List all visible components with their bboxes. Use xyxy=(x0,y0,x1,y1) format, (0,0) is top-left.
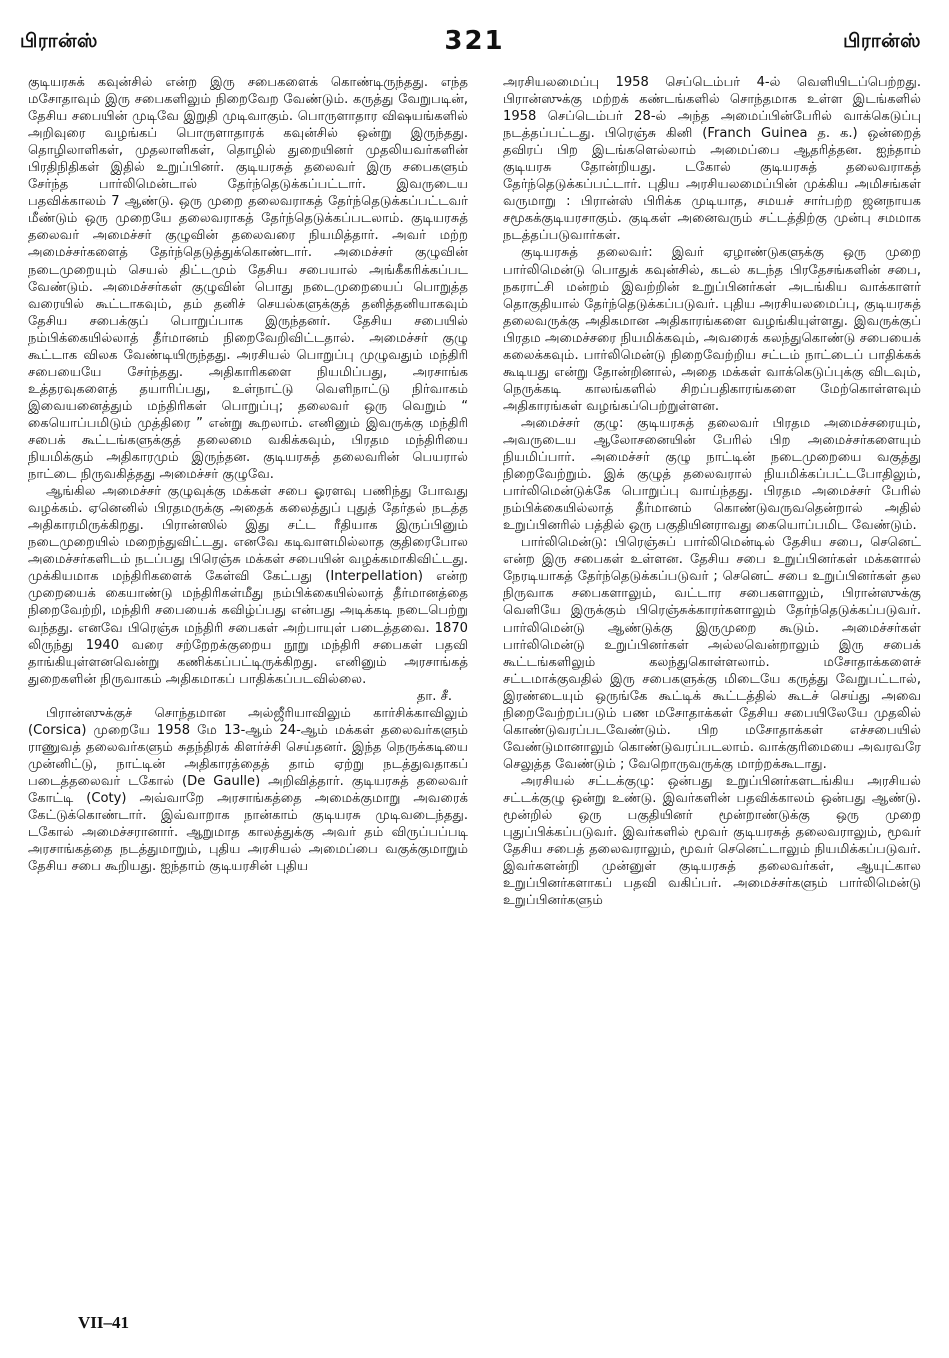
paragraph: குடியரசுக் கவுன்சில் என்ற இரு சபைகளைக் கொண்டிருந்தது. எந்த மசோதாவும் இரு சபைகளிலும் நிறைவேற வேண்டும். கருத்து வேறுபடின், தேசிய சபையின் முடிவே இறுதி முடிவாகும். பொருளாதார விஷயங்களில் அறிவுரை வழங்கப் பொருளாதாரக் கவுன்சில் ஒன்று இருந்தது. தொழிலாளிகள், முதலாளிகள், தொழில் துறையினர் முதலியவர்களின் பிரதிநிதிகள் இதில் உறுப்பினர். குடியரசுத் தலைவர் இரு சபைகளும் சேர்ந்த பார்லிமென்டால் தேர்ந்தெடுக்கப்பட்டார். இவருடைய பதவிக்காலம் 7 ஆண்டு. ஒரு முறை தலைவராகத் தேர்ந்தெடுக்கப்பட்டவர் மீண்டும் ஒரு முறையே தலைவராகத் தேர்ந்தெடுக்கப்படலாம். குடியரசுத் தலைவர் அமைச்சர் குழுவின் தலைவரை நியமித்தார். அவர் மற்ற அமைச்சர்களைத் தேர்ந்தெடுத்துக்கொண்டார். அமைச்சர் குழுவின் நடைமுறையும் செயல் திட்டமும் தேசிய சபையால் அங்கீகரிக்கப்பட வேண்டும். அமைச்சர்கள் குழுவின் பொது நடைமுறையைப் பொறுத்த வரையில் கூட்டாகவும், தம் தனிச் செயல்களுக்குத் தனித்தனியாகவும் தேசிய சபைக்குப் பொறுப்பாக இருந்தனர். தேசிய சபையில் நம்பிக்கையில்லாத் தீர்மானம் நிறைவேறிவிட்டதால். அமைச்சர் குழு கூட்டாக விலக வேண்டியிருந்தது. அரசியல் பொறுப்பு முழுவதும் மந்திரி சபையையே சேர்ந்தது. அதிகாரிகளை நியமிப்பது, அரசாங்க உத்தரவுகளைத் தயாரிப்பது, உள்நாட்டு வெளிநாட்டு நிர்வாகம் இவையனைத்தும் மந்திரிகள் பொறுப்பு; தலைவர் ஒரு வெறும் “ கையொப்பமிடும் முத்திரை ” என்று கூறலாம். எனினும் இவருக்கு மந்திரி சபைக் கூட்டங்களுக்குத் தலைமை வகிக்கவும், பிரதம மந்திரியை நியமிக்கும் அதிகாரமும் இருந்தன. குடியரசுத் தலைவரின் பெயரால் நாட்டை நிருவகித்தது அமைச்சர் குழுவே. xyxy=(28,75,468,483)
paragraph: ஆங்கில அமைச்சர் குழுவுக்கு மக்கள் சபை ஓரளவு பணிந்து போவது வழக்கம். ஏனெனில் பிரதமருக்கு அதைக் கலைத்துப் புதுத் தேர்தல் நடத்த அதிகாரமிருக்கிறது. பிரான்ஸில் இது சட்ட ரீதியாக இருப்பினும் நடைமுறையில் மறைந்துவிட்டது. எனவே கடிவாளமில்லாத குதிரைபோல அமைச்சர்களிடம் நடப்பது பிரெஞ்சு மக்கள் சபையின் வழக்கமாகிவிட்டது. முக்கியமாக மந்திரிகளைக் கேள்வி கேட்பது (Interpellation) என்ற முறையைக் கையாண்டு மந்திரிகள்மீது நம்பிக்கையில்லாத் தீர்மானத்தை நிறைவேற்றி, மந்திரி சபையைக் கவிழ்ப்பது என்பது அடிக்கடி நடைபெற்று வந்தது. எனவே பிரெஞ்சு மந்திரி சபைகள் அற்பாயுள் படைத்தவை. 1870 லிருந்து 1940 வரை சற்றேறக்குறைய நூறு மந்திரி சபைகள் பதவி தாங்கியுள்ளனவென்று கணிக்கப்பட்டிருக்கிறது. எனினும் அரசாங்கத் துறைகளின் நிருவாகம் அதிகமாகப் பாதிக்கப்படவில்லை. xyxy=(28,484,468,687)
author-signature: தா. சீ. xyxy=(416,688,452,704)
left-column xyxy=(28,74,468,875)
running-header-left: பிரான்ஸ் xyxy=(20,30,98,52)
paragraph: பிரான்ஸுக்குச் சொந்தமான அல்ஜீரியாவிலும் கார்சிக்காவிலும் (Corsica) முறையே 1958 மே 13-ஆம் 24-ஆம் மக்கள் தலைவர்களும் ராணுவத் தலைவர்களும் சுதந்திரக் கிளர்ச்சி செய்தனர். இந்த நெருக்கடியை முன்னிட்டு, நாட்டின் அதிகாரத்தைத் தாம் ஏற்று நடத்துவதாகப் படைத்தலைவர் டகோல் (De Gaulle) அறிவித்தார். குடியரசுத் தலைவர் கோட்டி (Coty) அவ்வாறே அரசாங்கத்தை அமைக்குமாறு அவரைக் கேட்டுக்கொண்டார். இவ்வாறாக நான்காம் குடியரசு முடிவடைந்தது. டகோல் அமைச்சரானார். ஆறுமாத காலத்துக்கு அவர் தம் விருப்பப்படி அரசாங்கத்தை நடத்துமாறும், புதிய அரசியல் அமைப்பை வகுக்குமாறும் தேசிய சபை கூறியது. ஐந்தாம் குடியரசின் புதிய xyxy=(28,705,468,875)
paragraph: அரசியல் சட்டக்குழு: ஒன்பது உறுப்பினர்களடங்கிய அரசியல் சட்டக்குழு ஒன்று உண்டு. இவர்களின் பதவிக்காலம் ஒன்பது ஆண்டு. மூன்றில் ஒரு பகுதியினர் மூன்றாண்டுக்கு ஒரு முறை புதுப்பிக்கப்படுவர். இவர்களில் மூவர் குடியரசுத் தலைவராலும், மூவர் தேசிய சபைத் தலைவராலும், மூவர் செனெட்டாலும் நியமிக்கப்படுவர். இவர்களன்றி முன்னுள் குடியரசுத் தலைவர்கள், ஆயுட்கால உறுப்பினர்களாகப் பதவி வகிப்பர். அமைச்சர்களும் பார்லிமென்டு உறுப்பினர்களும் xyxy=(503,773,921,909)
paragraph: அரசியலமைப்பு 1958 செப்டெம்பர் 4-ல் வெளியிடப்பெற்றது. பிரான்ஸுக்கு மற்றக் கண்டங்களில் சொந்தமாக உள்ள இடங்களில் 1958 செப்டெம்பர் 28-ல் அந்த அமைப்பின்பேரில் வாக்கெடுப்பு நடத்தப்பட்டது. பிரெஞ்சு கினி (Franch Guinea த. க.) ஒன்றைத் தவிரப் பிற இடங்களெல்லாம் அமைப்பை ஆதரித்தன. ஐந்தாம் குடியரசு தோன்றியது. டகோல் குடியரசுத் தலைவராகத் தேர்ந்தெடுக்கப்பட்டார். புதிய அரசியலமைப்பின் முக்கிய அமிசங்கள் வருமாறு : பிரான்ஸ் பிரிக்க முடியாத, சமயச் சார்பற்ற ஜனநாயக சமூகக்குடியரசாகும். குடிகள் அனைவரும் சட்டத்திற்கு முன்பு சமமாக நடத்தப்படுவார்கள். xyxy=(503,75,921,244)
page-number: 321 xyxy=(444,26,505,56)
volume-page-footer: VII–41 xyxy=(78,1313,130,1332)
running-header-right: பிரான்ஸ் xyxy=(843,30,921,52)
paragraph: அமைச்சர் குழு: குடியரசுத் தலைவர் பிரதம அமைச்சரையும், அவருடைய ஆலோசனையின் பேரில் பிற அமைச்சர்களையும் நியமிப்பார். அமைச்சர் குழு நாட்டின் நடைமுறையை வகுத்து நிறைவேற்றும். இக் குழுத் தலைவரால் நியமிக்கப்பட்டபோதிலும், பார்லிமென்டுக்கே பொறுப்பு வாய்ந்தது. பிரதம அமைச்சர் பேரில் நம்பிக்கையில்லாத் தீர்மானம் கொண்டுவருவதென்றால் அதில் உறுப்பினரில் பத்தில் ஒரு பகுதியினராவது கையொப்பமிட வேண்டும். xyxy=(503,415,921,534)
paragraph: பார்லிமென்டு: பிரெஞ்சுப் பார்லிமென்டில் தேசிய சபை, செனெட் என்ற இரு சபைகள் உள்ளன. தேசிய சபை உறுப்பினர்கள் மக்களால் நேரடியாகத் தேர்ந்தெடுக்கப்படுவர் ; செனெட் சபை உறுப்பினர்கள் தல நிருவாக சபைகளாலும், வட்டார சபைகளாலும், பிரான்ஸுக்கு வெளியே இருக்கும் பிரெஞ்சுக்காரர்களாலும் தேர்ந்தெடுக்கப்படுவர். பார்லிமென்டு ஆண்டுக்கு இருமுறை கூடும். அமைச்சர்கள் பார்லிமென்டு உறுப்பினர்கள் அல்லவென்றாலும் இரு சபைக் கூட்டங்களிலும் கலந்துகொள்ளலாம். மசோதாக்களைச் சட்டமாக்குவதில் இரு சபைகளுக்கு மிடையே கருத்து வேறுபட்டால், இரண்டையும் ஒருங்கே கூட்டிக் கூட்டத்தில் கூடச் செய்து அவை நிறைவேற்றப்படும் பண மசோதாக்கள் தேசிய சபையிலேயே முதலில் கொண்டுவரப்படவேண்டும். பிற மசோதாக்கள் எச்சபையில் வேண்டுமானாலும் கொண்டுவரப்படலாம். வாக்குரிமையை அவரவரே செலுத்த வேண்டும் ; வேறொருவருக்கு மாற்றக்கூடாது. xyxy=(503,535,921,772)
paragraph: குடியரசுத் தலைவர்: இவர் ஏழாண்டுகளுக்கு ஒரு முறை பார்லிமென்டு பொதுக் கவுன்சில், கடல் கடந்த பிரதேசங்களின் சபை, நகராட்சி மன்றம் இவற்றின் உறுப்பினர்கள் அடங்கிய வாக்காளர் தொகுதியால் தேர்ந்தெடுக்கப்படுவர். புதிய அரசியலமைப்பு, குடியரசுத் தலைவருக்கு அதிகமான அதிகாரங்களை வழங்கியுள்ளது. இவருக்குப் பிரதம அமைச்சரை நியமிக்கவும், அவரைக் கலந்துகொண்டு சபையைக் கலைக்கவும். பார்லிமென்டு நிறைவேற்றிய சட்டம் நாட்டைப் பாதிக்கக் கூடியது என்று தோன்றினால், அதை மக்கள் வாக்கெடுப்புக்கு விடவும், நெருக்கடி காலங்களில் சிறப்பதிகாரங்களை மேற்கொள்ளவும் அதிகாரங்கள் வழங்கப்பெற்றுள்ளன. xyxy=(503,245,921,414)
right-column xyxy=(503,74,921,909)
